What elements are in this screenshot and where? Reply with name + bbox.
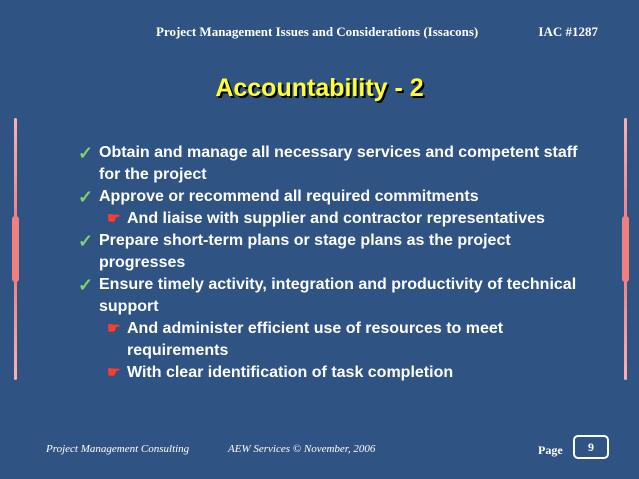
bullet-text: Approve or recommend all required commitments [99,188,479,205]
sub-bullet-text: And liaise with supplier and contractor representatives [127,210,545,227]
footer-copyright: AEW Services © November, 2006 [228,443,376,455]
bullet-item [78,274,578,318]
check-icon: ✓ [78,143,94,163]
slide-title: Accountability - 2 [215,74,424,102]
sub-bullet-item [78,362,578,384]
sub-bullet-item [78,318,578,362]
bullet-text: Obtain and manage all necessary services and competent staff for the project [99,144,578,183]
right-bar-accent [622,216,629,282]
sub-bullet-text: With clear identification of task completion [127,364,454,381]
footer-org: Project Management Consulting [46,443,190,455]
header-code: IAC #1287 [538,24,598,39]
pointing-hand-icon: ☛ [107,364,121,381]
bullet-text: Prepare short-term plans or stage plans as the project progresses [99,232,511,271]
pointing-hand-icon: ☛ [107,320,121,337]
check-icon: ✓ [78,231,94,251]
bullet-item [78,230,578,274]
pointing-hand-icon: ☛ [107,210,121,227]
sub-bullet-text: And administer efficient use of resources to meet requirements [127,320,504,359]
header-title: Project Management Issues and Considerations (Issacons) [156,24,479,39]
check-icon: ✓ [78,187,94,207]
bullet-list [78,142,578,384]
bullet-item [78,186,578,208]
left-bar-accent [12,216,19,282]
sub-bullet-item [78,208,578,230]
left-decorative-bar [14,118,17,380]
bullet-text: Ensure timely activity, integration and productivity of technical support [99,276,577,315]
page-number-box: 9 [573,435,609,459]
check-icon: ✓ [78,275,94,295]
page-label: Page [538,443,563,457]
right-decorative-bar [624,118,627,380]
bullet-item [78,142,578,186]
slide-header [156,24,606,42]
